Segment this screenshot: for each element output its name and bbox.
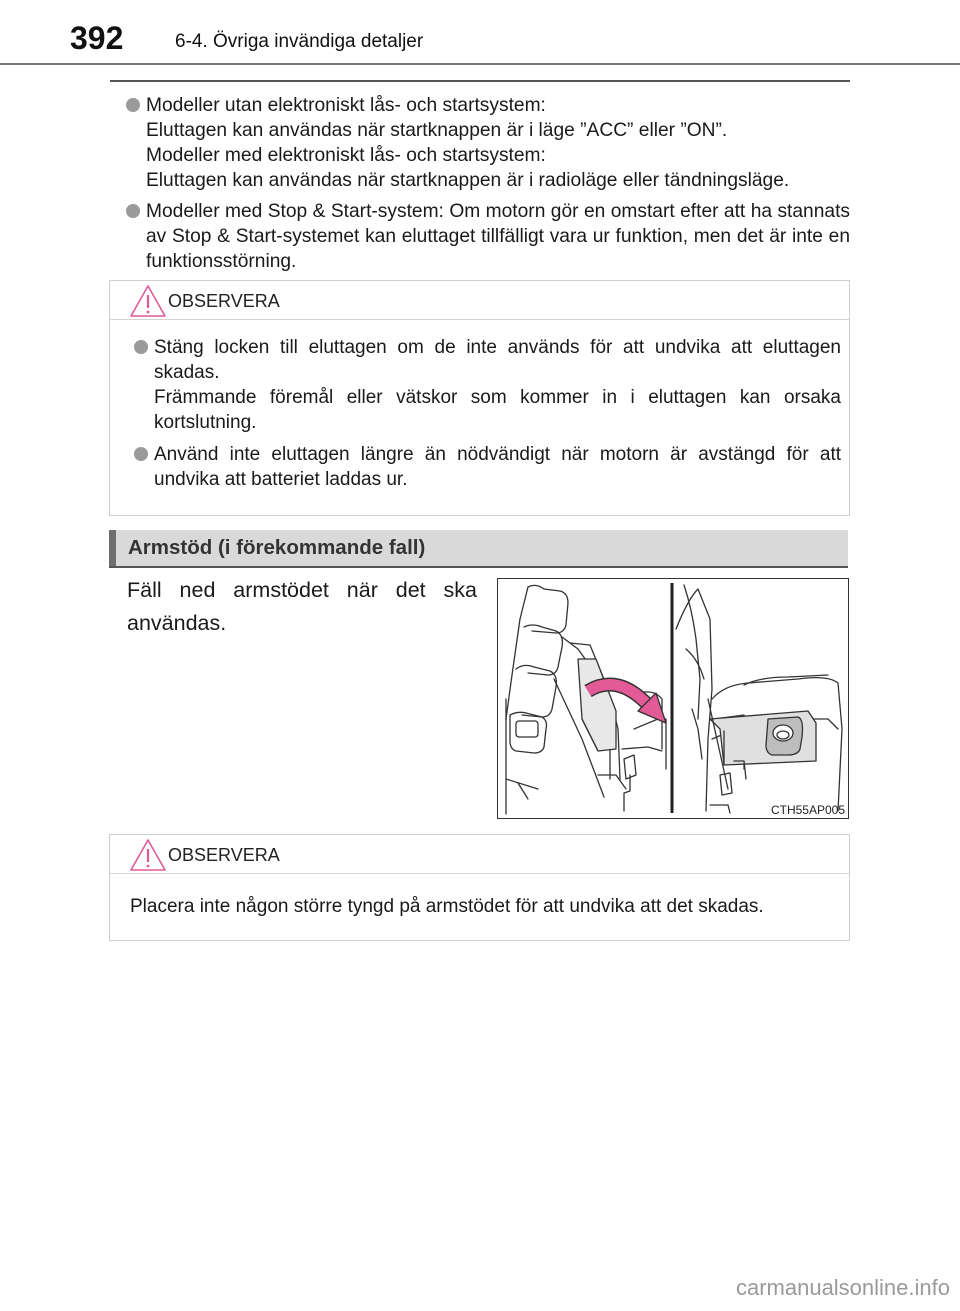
bullet-item — [126, 199, 850, 274]
caution-bullet — [134, 442, 841, 492]
caution-text: Använd inte eluttagen längre än nödvändigt när motorn är avstängd för att undvika att batteriet laddas ur. — [154, 444, 841, 490]
bullet-dot-icon — [134, 340, 148, 354]
bullet-line: Modeller utan elektroniskt lås- och startsystem: — [146, 95, 546, 116]
intro-bullets — [126, 93, 850, 280]
bullet-text: Modeller med Stop & Start-system: Om motorn gör en omstart efter att ha stannats av Stop & Start-systemet kan eluttaget tillfälligt vara ur funktion, men det är inte en funktionsstörning. — [146, 201, 850, 272]
bullet-dot-icon — [134, 447, 148, 461]
page-header — [0, 0, 960, 66]
content-top-rule — [110, 80, 850, 82]
caution-text: Främmande föremål eller vätskor som kommer in i eluttagen kan orsaka kortslutning. — [154, 387, 841, 433]
caution-text: Stäng locken till eluttagen om de inte används för att undvika att eluttagen skadas. — [154, 337, 841, 383]
caution-title: OBSERVERA — [168, 845, 280, 865]
heading-accent — [109, 530, 116, 566]
caution-title: OBSERVERA — [168, 291, 280, 311]
armrest-instruction: Fäll ned armstödet när det ska användas. — [127, 578, 477, 635]
page-number: 392 — [70, 20, 124, 56]
header-rule — [0, 63, 960, 65]
caution-bullet — [134, 335, 841, 435]
bullet-line: Eluttagen kan användas när startknappen är i radioläge eller tändningsläge. — [146, 170, 790, 191]
caution-body — [110, 874, 849, 939]
caution-header — [110, 835, 849, 874]
bullet-item — [126, 93, 850, 193]
warning-triangle-icon — [128, 837, 168, 873]
section-heading-label: Armstöd (i förekommande fall) — [128, 536, 426, 559]
section-heading — [109, 530, 848, 568]
caution-header — [110, 281, 849, 320]
bullet-dot-icon — [126, 204, 140, 218]
caution-box-armrest — [109, 834, 850, 941]
warning-triangle-icon — [128, 283, 168, 319]
caution-box-outlets — [109, 280, 850, 516]
bullet-line: Eluttagen kan användas när startknappen är i läge ”ACC” eller ”ON”. — [146, 120, 728, 141]
armrest-drawing — [498, 579, 848, 818]
section-title: 6-4. Övriga invändiga detaljer — [175, 31, 424, 52]
caution-body — [110, 320, 849, 517]
armrest-illustration — [497, 578, 849, 819]
bullet-dot-icon — [126, 98, 140, 112]
figure-code: CTH55AP005 — [770, 803, 845, 817]
bullet-line: Modeller med elektroniskt lås- och startsystem: — [146, 145, 546, 166]
watermark: carmanualsonline.info — [735, 1275, 950, 1300]
caution-text: Placera inte någon större tyngd på armstödet för att undvika att det skadas. — [130, 896, 764, 917]
